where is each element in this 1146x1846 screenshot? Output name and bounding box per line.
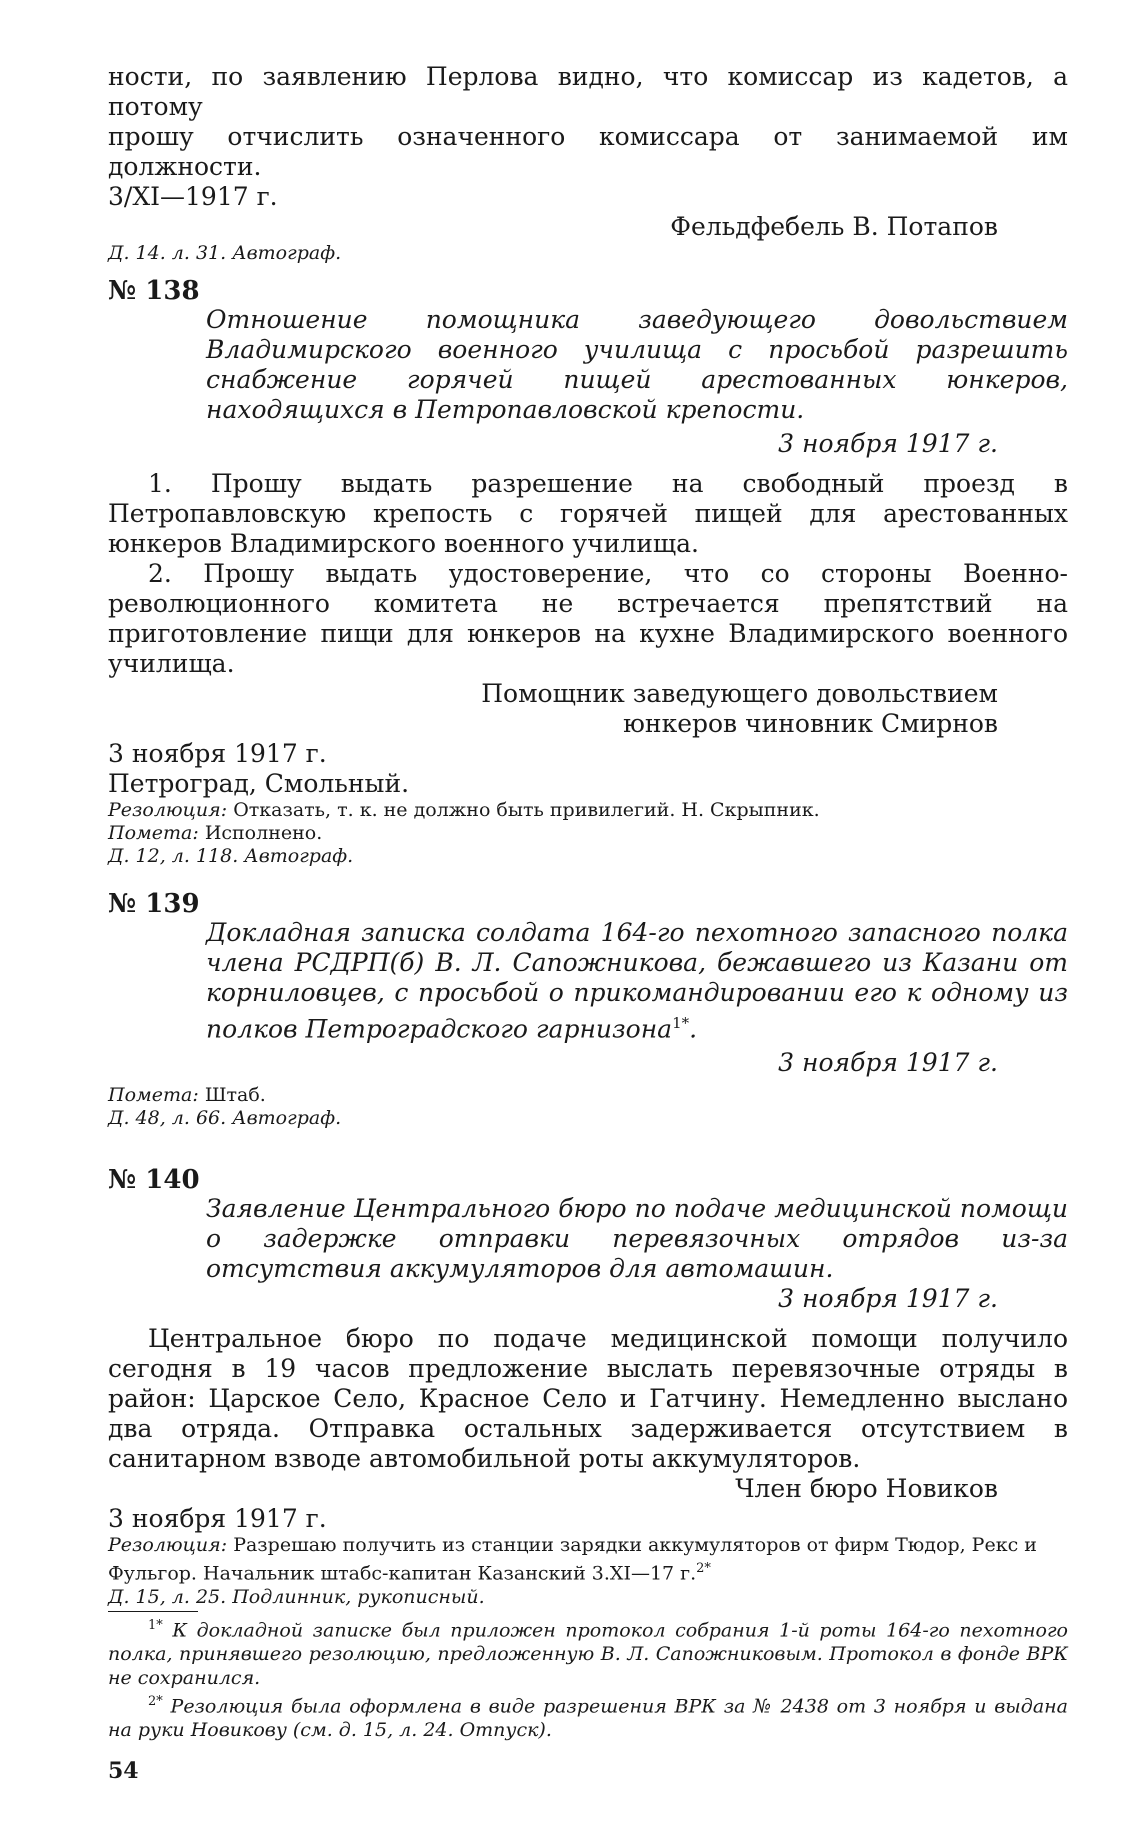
doc-title: Отношение помощника заведующего довольствием Владимирского военного училища с просьбой разрешить снабжение горячей пищей арестованных юнкеров, находящихся в Петропавловской крепости. [206, 305, 1068, 424]
prev-source: Д. 14. л. 31. Автограф. [108, 242, 342, 264]
footnote-mark: 2* [148, 1693, 163, 1709]
doc-paragraph: 1. Прошу выдать разрешение на свободный проезд в Петропавловскую крепость с горячей пищей для арестованных юнкеров Владимирского военного училища. [108, 469, 1068, 558]
footnote-ref: 2* [696, 1561, 711, 1577]
footnotes [108, 1614, 1068, 1743]
footnote-2 [108, 1690, 1068, 1742]
document-138 [108, 275, 1068, 868]
note-text: Исполнено. [204, 822, 323, 844]
document-139 [108, 888, 1068, 1130]
doc-place: Петроград, Смольный. [108, 769, 410, 798]
prev-signature: Фельдфебель В. Потапов [670, 212, 998, 241]
doc-date: 3 ноября 1917 г. [778, 1284, 998, 1314]
note [108, 1084, 1068, 1107]
page-number: 54 [108, 1758, 139, 1785]
doc-number: № 140 [108, 1165, 200, 1196]
doc-source: Д. 48, л. 66. Автограф. [108, 1107, 342, 1130]
doc-number: № 138 [108, 276, 200, 306]
resolution-text: Отказать, т. к. не должно быть привилегий. Н. Скрыпник. [233, 799, 820, 821]
doc-number: № 139 [108, 889, 200, 919]
doc-title-text: Докладная записка солдата 164-го пехотного запасного полка члена РСДРП(б) В. Л. Сапожникова, бежавшего из Казани от корниловцев, с просьбой о прикомандировании его к одному из полков Петроградского гарнизона [206, 918, 1068, 1044]
doc-title [206, 918, 1068, 1044]
note-label: Помета: [108, 822, 199, 844]
footnote-rule [108, 1611, 198, 1612]
doc-date-bottom: 3 ноября 1917 г. [108, 1504, 327, 1534]
doc-paragraph: Центральное бюро по подаче медицинской помощи получило сегодня в 19 часов предложение выслать перевязочные отряды в район: Царское Село, Красное Село и Гатчину. Немедленно выслано два отряда. Отправка остальных задерживается отсутствием в санитарном взводе автомобильной роты аккумуляторов. [108, 1324, 1068, 1474]
note-label: Помета: [108, 1084, 199, 1107]
resolution-text: Разрешаю получить из станции зарядки аккумуляторов от фирм Тюдор, Рекс и Фульгор. Начальник штабс-капитан Казанский 3.XI—17 г. [108, 1534, 1037, 1585]
footnote-1 [108, 1614, 1068, 1690]
signature-line-2: юнкеров чиновник Смирнов [623, 709, 998, 738]
prev-line-2: прошу отчислить означенного комиссара от занимаемой им должности. [108, 122, 1068, 181]
prev-line-1: ности, по заявлению Перлова видно, что комиссар из кадетов, а потому [108, 62, 1068, 121]
page [108, 62, 1068, 1784]
footnote-ref: 1* [672, 1014, 690, 1032]
footnote-text: Резолюция была оформлена в виде разрешения ВРК за № 2438 от 3 ноября и выдана на руки Новикову (см. д. 15, л. 24. Отпуск). [108, 1695, 1068, 1742]
footnote-mark: 1* [148, 1617, 163, 1633]
note [108, 822, 1068, 845]
resolution [108, 1534, 1068, 1585]
doc-title-end: . [689, 1014, 698, 1044]
resolution-label: Резолюция: [108, 799, 228, 821]
document-140 [108, 1164, 1068, 1608]
resolution-label: Резолюция: [108, 1534, 228, 1557]
note-text: Штаб. [204, 1084, 266, 1107]
doc-signature: Член бюро Новиков [735, 1474, 998, 1504]
doc-date-bottom: 3 ноября 1917 г. [108, 739, 327, 768]
doc-source: Д. 15, л. 25. Подлинник, рукописный. [108, 1585, 485, 1608]
signature-line-1: Помощник заведующего довольствием [481, 679, 998, 708]
doc-date: 3 ноября 1917 г. [778, 429, 998, 458]
doc-paragraph: 2. Прошу выдать удостоверение, что со стороны Военно-революционного комитета не встречается препятствий на приготовление пищи для юнкеров на кухне Владимирского военного училища. [108, 559, 1068, 678]
doc-title: Заявление Центрального бюро по подаче медицинской помощи о задержке отправки перевязочных отрядов из-за отсутствия аккумуляторов для автомашин. [206, 1194, 1068, 1284]
doc-source: Д. 12, л. 118. Автограф. [108, 845, 354, 867]
prev-date: 3/XI—1917 г. [108, 182, 278, 211]
resolution [108, 799, 1068, 822]
footnote-text: К докладной записке был приложен протокол собрания 1-й роты 164-го пехотного полка, принявшего резолюцию, предложенную В. Л. Сапожниковым. Протокол в фонде ВРК не сохранился. [108, 1618, 1068, 1689]
doc-date: 3 ноября 1917 г. [778, 1048, 998, 1078]
